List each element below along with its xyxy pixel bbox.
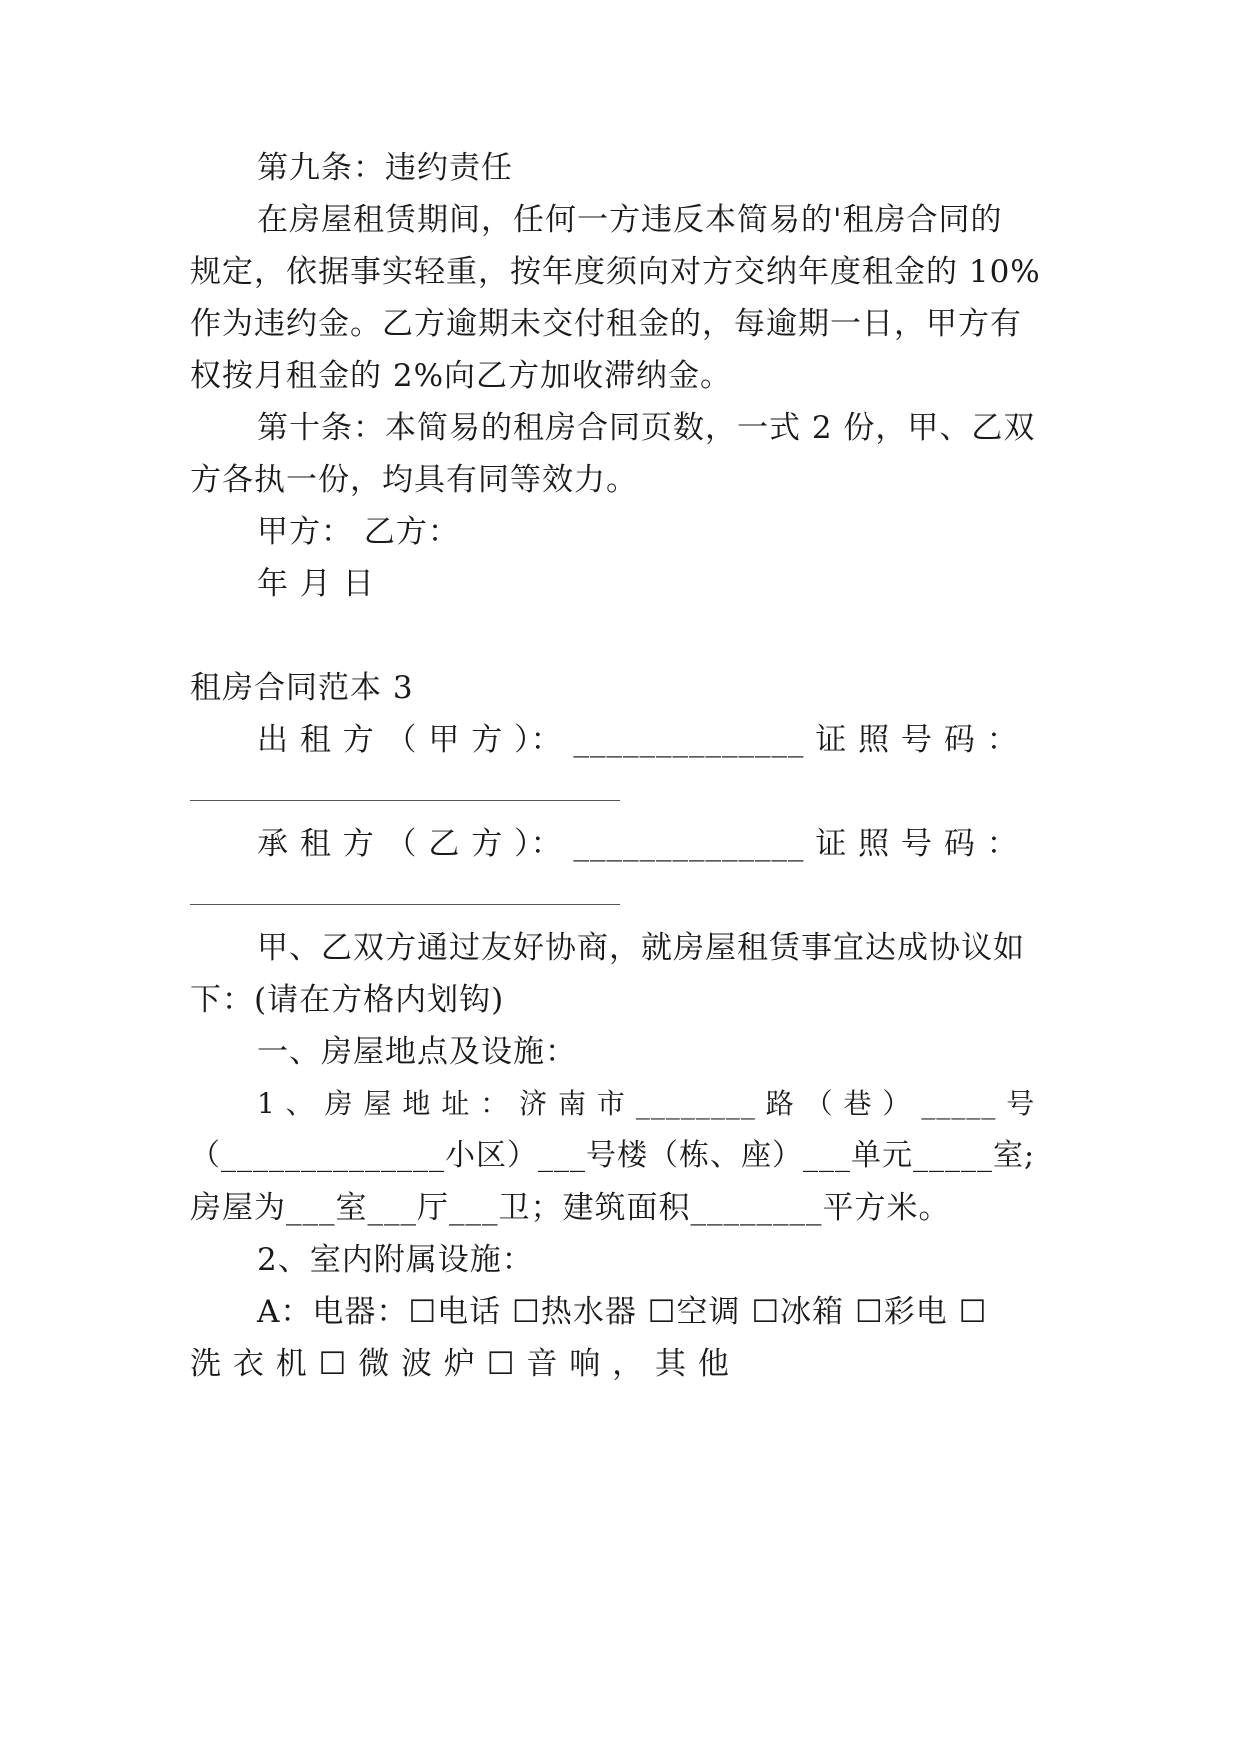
article-9-heading: 第九条：违约责任 xyxy=(257,150,513,186)
signature-date: 年 月 日 xyxy=(257,566,375,602)
paragraph-line: 权按月租金的 2%向乙方加收滞纳金。 xyxy=(190,358,733,394)
appliances-line: A：电器：☐电话 ☐热水器 ☐空调 ☐冰箱 ☐彩电 ☐ xyxy=(257,1294,988,1330)
facilities-heading: 2、室内附属设施： xyxy=(257,1242,534,1278)
appliances-line: 洗 衣 机 ☐ 微 波 炉 ☐ 音 响 ， 其 他 xyxy=(190,1346,730,1382)
room-layout-line: 房屋为___室___厅___卫；建筑面积________平方米。 xyxy=(190,1190,951,1226)
lessee-line: 承 租 方 （ 乙 方 ）： ______________ 证 照 号 码 ： xyxy=(257,826,1019,862)
paragraph-line: 下：(请在方格内划钩) xyxy=(190,982,505,1018)
paragraph-line: 在房屋租赁期间，任何一方违反本简易的'租房合同的 xyxy=(257,202,1003,238)
section-heading: 一、房屋地点及设施： xyxy=(257,1034,577,1070)
blank-underline xyxy=(190,904,620,905)
article-10-line: 第十条：本简易的租房合同页数，一式 2 份，甲、乙双 xyxy=(257,410,1036,446)
address-line: （______________小区）___号楼（栋、座）___单元_____室; xyxy=(190,1138,1036,1173)
lessor-line: 出 租 方 （ 甲 方 ）： ______________ 证 照 号 码 ： xyxy=(257,722,1019,758)
paragraph-line: 甲、乙双方通过友好协商，就房屋租赁事宜达成协议如 xyxy=(257,930,1025,966)
address-line: 1 、 房 屋 地 址 ： 济 南 市 ________ 路 （ 巷 ） _____ 号 xyxy=(257,1087,1036,1120)
paragraph-line: 方各执一份，均具有同等效力。 xyxy=(190,462,638,498)
paragraph-line: 规定，依据事实轻重，按年度须向对方交纳年度租金的 10% xyxy=(190,254,1041,290)
blank-underline xyxy=(190,800,620,801)
signature-parties: 甲方： 乙方： xyxy=(257,514,460,550)
paragraph-line: 作为违约金。乙方逾期未交付租金的，每逾期一日，甲方有 xyxy=(190,306,1022,342)
section-title: 租房合同范本 3 xyxy=(190,670,414,706)
